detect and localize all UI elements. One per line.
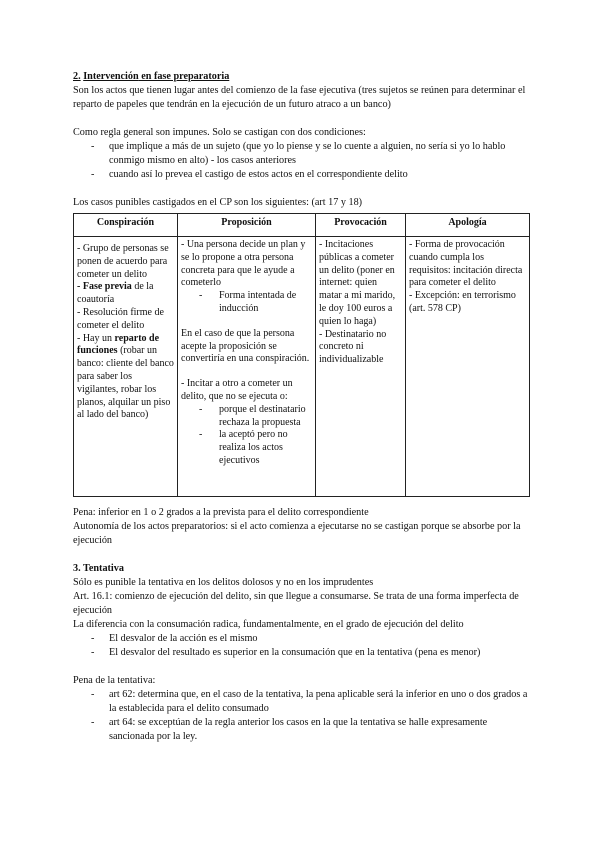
autonomia-line: Autonomía de los actos preparatorios: si el acto comienza a ejecutarse no se castigan porque se absorbe por la ejecución [73, 521, 521, 546]
section-2-rule: Como regla general son impunes. Solo se castigan con dos condiciones: [73, 127, 366, 138]
section-3-line-2: Art. 16.1: comienzo de ejecución del delito, sin que llegue a consumarse. Se trata de una forma imperfecta de ejecución [73, 591, 519, 616]
list-item: - El desvalor de la acción es el mismo [109, 632, 533, 646]
cell-apologia [406, 237, 530, 497]
cell-conspiracion [74, 237, 178, 497]
section-3-line-1: Sólo es punible la tentativa en los delitos dolosos y no en los imprudentes [73, 577, 374, 588]
conspiracion-line-2-rest: de la coautoría [77, 281, 154, 306]
conspiracion-line-2 [77, 281, 174, 307]
provocacion-line-2: - Destinatario no concreto ni individualizable [319, 328, 387, 366]
conspiracion-line-4-rest: (robar un banco: cliente del banco para saber los vigilantes, robar los planos, alquilar un piso al lado del banco) [77, 345, 174, 421]
punishable-cases-table [73, 213, 530, 497]
pena-line: Pena: inferior en 1 o 2 grados a la prevista para el delito correspondiente [73, 507, 369, 518]
proposicion-line-2: En el caso de que la persona acepte la proposición se convertiría en una conspiración. [181, 327, 310, 365]
list-item: - art 64: se exceptúan de la regla anterior los casos en la que la tentativa se halle expresamente sancionada por la ley. [109, 716, 533, 744]
proposicion-sublist-1 [181, 290, 312, 316]
conspiracion-line-1: - Grupo de personas se ponen de acuerdo para cometer un delito [77, 243, 169, 280]
header-proposicion: Proposición [178, 214, 316, 237]
section-3-line-3: La diferencia con la consumación radica, fundamentalmente, en el grado de ejecución del delito [73, 619, 464, 630]
proposicion-line-3: - Incitar a otro a cometer un delito, que no se ejecuta o: [181, 378, 293, 402]
list-item: - El desvalor del resultado es superior en la consumación que en la tentativa (pena es menor) [109, 646, 533, 660]
section-3-heading: 3. Tentativa [73, 563, 124, 574]
diffs-list [73, 632, 533, 660]
proposicion-sublist-2 [181, 404, 312, 468]
apologia-line-2: - Excepción: en terrorismo (art. 578 CP) [409, 290, 516, 314]
list-item: - Forma intentada de inducción [219, 290, 312, 316]
proposicion-line-1: - Una persona decide un plan y se lo propone a otra persona concreta para que le ayude a cometerlo [181, 239, 306, 289]
list-item: - la aceptó pero no realiza los actos ejecutivos [219, 429, 312, 467]
pena-tentativa-title: Pena de la tentativa: [73, 675, 156, 686]
conspiracion-line-3: - Resolución firme de cometer el delito [77, 306, 164, 331]
conspiracion-line-4-pre: - Hay un [77, 332, 115, 344]
section-2-heading [73, 70, 533, 84]
list-item: - porque el destinatario rechaza la propuesta [219, 404, 312, 430]
header-conspiracion: Conspiración [74, 214, 178, 237]
cell-provocacion [316, 237, 406, 497]
conspiracion-fase-previa: - Fase previa [77, 281, 132, 293]
cell-proposicion [178, 237, 316, 497]
section-2-number: 2. [73, 71, 81, 82]
conditions-list [73, 140, 533, 182]
section-2-title-rest: en fase preparatoria [138, 71, 230, 82]
list-item: - art 62: determina que, en el caso de la tentativa, la pena aplicable será la inferior en uno o dos grados a la establecida para el delito consumado [109, 688, 533, 716]
provocacion-line-1: - Incitaciones públicas a cometer un delito (poner en internet: quien matar a mi marido, le doy 100 euros a quien lo haga) [319, 239, 396, 327]
list-item: - que implique a más de un sujeto (que yo lo piense y se lo cuente a alguien, no sería si yo lo hablo conmigo mismo en alto) - los casos anteriores [109, 140, 533, 168]
pena-tentativa-list [73, 688, 533, 744]
conspiracion-line-4 [77, 333, 174, 423]
header-provocacion: Provocación [316, 214, 406, 237]
list-item: - cuando así lo prevea el castigo de estos actos en el correspondiente delito [109, 168, 533, 182]
header-apologia: Apología [406, 214, 530, 237]
section-2-title-underlined: Intervención [83, 71, 139, 82]
conspiracion-reparto: reparto de funciones [77, 332, 160, 357]
document-page [73, 70, 533, 744]
table-intro: Los casos punibles castigados en el CP son los siguientes: (art 17 y 18) [73, 197, 363, 208]
apologia-line-1: - Forma de provocación cuando cumpla los requisitos: incitación directa para cometer el delito [409, 239, 523, 289]
section-2-intro: Son los actos que tienen lugar antes del comienzo de la fase ejecutiva (tres sujetos se reúnen para determinar el reparto de papeles que tendrán en la ejecución de un futuro atraco a un banco) [73, 85, 526, 110]
